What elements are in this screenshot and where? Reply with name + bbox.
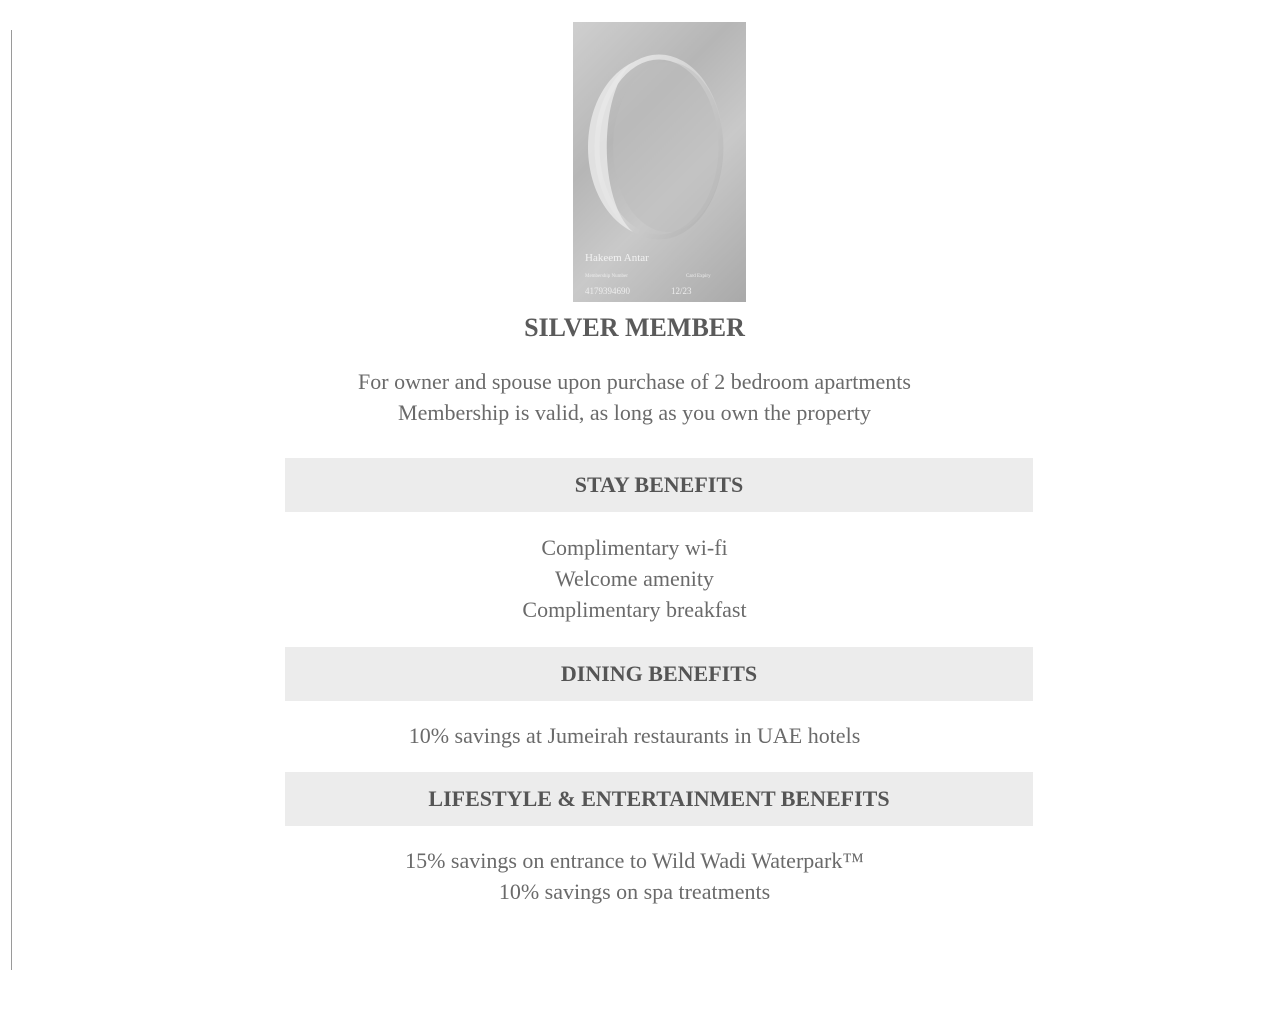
lifestyle-benefits-list [0, 845, 1269, 907]
stay-benefits-list [0, 532, 1269, 625]
membership-card [573, 22, 746, 302]
tier-title: SILVER MEMBER [524, 313, 745, 342]
card-expiry: 12/23 [671, 286, 692, 296]
section-heading-lifestyle: LIFESTYLE & ENTERTAINMENT BENEFITS [285, 772, 1033, 826]
membership-number-label: Membership Number [585, 274, 628, 279]
section-heading-dining: DINING BENEFITS [285, 647, 1033, 701]
list-item: Complimentary breakfast [522, 597, 747, 622]
list-item: Complimentary wi-fi [541, 535, 728, 560]
list-item: 10% savings on spa treatments [498, 879, 771, 904]
card-expiry-label: Card Expiry [686, 274, 711, 279]
tier-description-line: For owner and spouse upon purchase of 2 bedroom apartments [358, 369, 911, 394]
left-divider [11, 30, 12, 970]
list-item: Welcome amenity [555, 566, 714, 591]
membership-number: 4179394690 [585, 286, 630, 296]
dining-benefits-list [0, 720, 1269, 751]
tier-description-line: Membership is valid, as long as you own the property [398, 400, 871, 425]
section-heading-stay: STAY BENEFITS [285, 458, 1033, 512]
card-holder-name: Hakeem Antar [585, 252, 649, 264]
list-item: 10% savings at Jumeirah restaurants in UAE hotels [408, 723, 861, 748]
list-item: 15% savings on entrance to Wild Wadi Waterpark™ [405, 848, 864, 873]
tier-description [0, 366, 1269, 428]
